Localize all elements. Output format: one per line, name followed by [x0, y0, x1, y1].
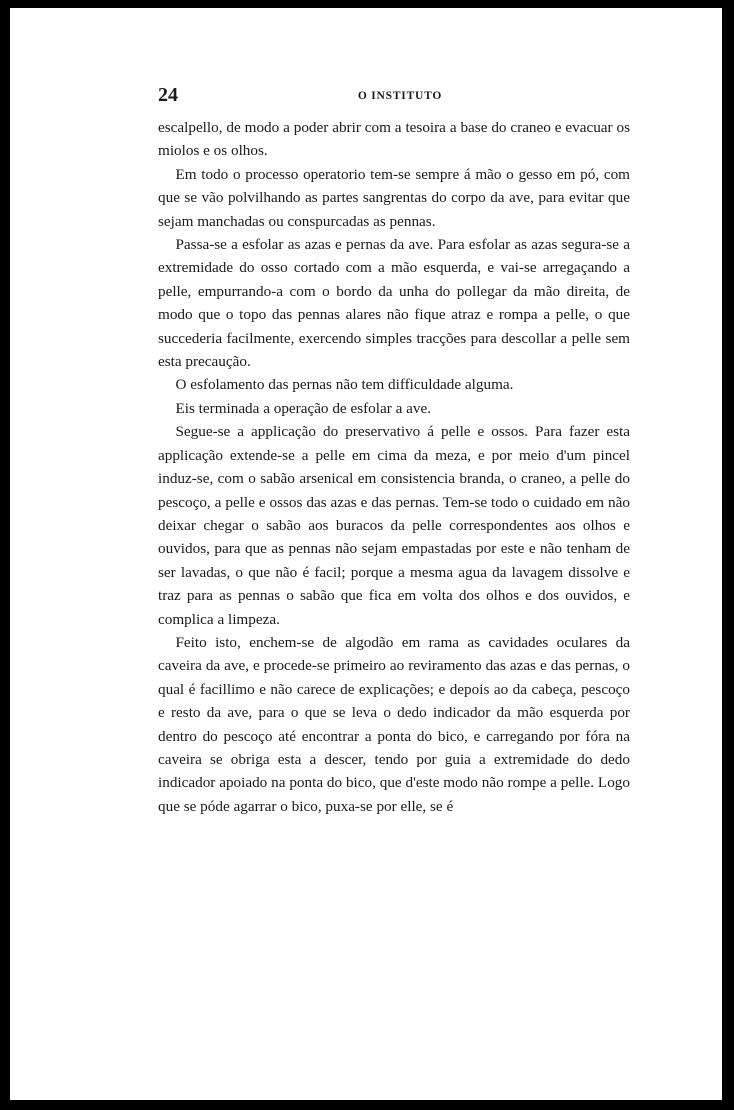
paragraph: O esfolamento das pernas não tem difficuldade alguma.: [175, 376, 514, 394]
page-content: [158, 84, 630, 818]
paragraph-continuation: escalpello, de modo a poder abrir com a tesoira a base do craneo e evacuar os miolos e os olhos.: [158, 119, 630, 160]
paragraph: Feito isto, enchem-se de algodão em rama as cavidades oculares da caveira da ave, e procede-se primeiro ao reviramento das azas e das pernas, o qual é facillimo e não carece de explicações; e depois ao da cabeça, pescoço e resto da ave, para o que se leva o dedo indicador da mão esquerda por dentro do pescoço até encontrar a ponta do bico, e carregando por fóra na caveira se obriga esta a descer, tendo por guia a extremidade do dedo indicador apoiado na ponta do bico, que d'este modo não rompe a pelle. Logo que se póde agarrar o bico, puxa-se por elle, se é: [158, 633, 630, 815]
scan-border-right: [722, 0, 734, 1110]
running-title: O INSTITUTO: [357, 90, 443, 102]
page-number: 24: [158, 84, 178, 106]
running-head: [158, 84, 630, 106]
paragraph: Em todo o processo operatorio tem-se sempre á mão o gesso em pó, com que se vão polvilhando as partes sangrentas do corpo da ave, para evitar que sejam manchadas ou conspurcadas as pennas.: [158, 165, 630, 230]
paragraph: Passa-se a esfolar as azas e pernas da ave. Para esfolar as azas segura-se a extremidade do osso cortado com a mão esquerda, e vai-se arregaçando a pelle, empurrando-a com o bordo da unha do pollegar da mão direita, de modo que o topo das pennas alares não fique atraz e rompa a pelle, o que succederia facilmente, exercendo simples tracções para descollar a pelle sem esta precaução.: [158, 236, 630, 371]
scan-border-left: [0, 0, 10, 1110]
scan-border-top: [0, 0, 734, 8]
paragraph: Segue-se a applicação do preservativo á pelle e ossos. Para fazer esta applicação extende-se a pelle em cima da meza, e por meio d'um pincel induz-se, com o sabão arsenical em consistencia branda, o craneo, a pelle do pescoço, a pelle e ossos das azas e das pernas. Tem-se todo o cuidado em não deixar chegar o sabão aos buracos da pelle correspondentes aos olhos e ouvidos, para que as pennas não sejam empastadas por este e não tenham de ser lavadas, o que não é facil; porque a mesma agua da lavagem dissolve e traz para as pennas o sabão que fica em volta dos olhos e dos ouvidos, e complica a limpeza.: [158, 423, 630, 628]
body-text: [158, 116, 630, 818]
paragraph: Eis terminada a operação de esfolar a ave.: [175, 399, 431, 417]
scan-border-bottom: [0, 1100, 734, 1110]
